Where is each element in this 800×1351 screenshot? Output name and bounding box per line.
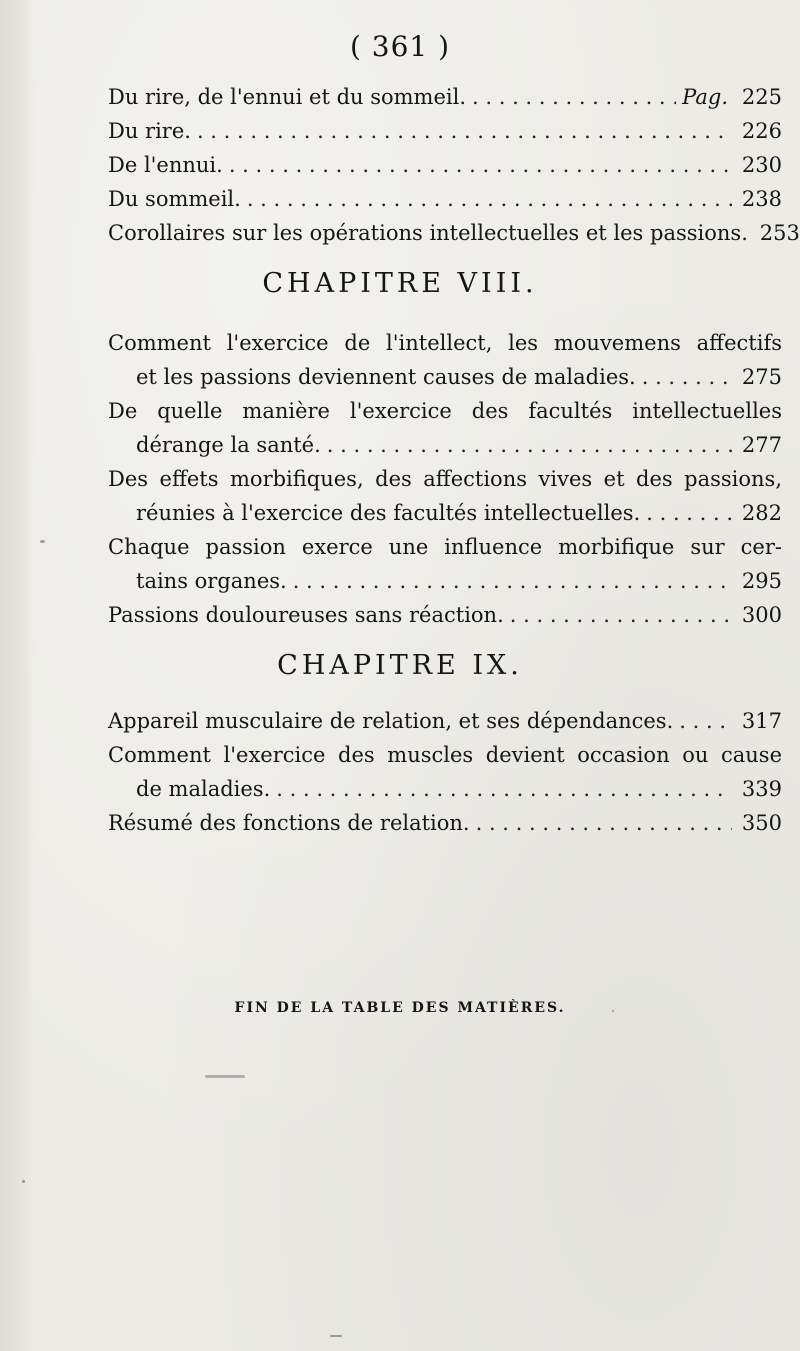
toc-entry-rire — [108, 114, 782, 148]
paper-speck — [330, 1335, 342, 1337]
dot-leader — [327, 428, 732, 462]
toc-entry-line: Chaque passion exerce une influence morbifique sur cer- — [108, 535, 782, 559]
toc-entry-title: Du rire. — [108, 119, 191, 143]
dot-leader — [472, 80, 676, 114]
toc-entry-page: 277 — [741, 433, 782, 457]
paper-speck — [205, 1075, 245, 1078]
pag-label: Pag. — [682, 85, 728, 109]
toc-entry-derange-la-sante — [136, 428, 782, 462]
dot-leader — [197, 114, 732, 148]
toc-entry-de-maladies — [136, 772, 782, 806]
toc-entry-title: Du sommeil. — [108, 187, 241, 211]
paper-speck — [612, 1010, 614, 1012]
page-number: ( 361 ) — [349, 30, 451, 63]
toc-entry-corollaires — [108, 216, 800, 250]
toc-entry-line: Des effets morbifiques, des affections vives et des passions, — [108, 467, 782, 491]
toc-entry-reunies — [136, 496, 782, 530]
toc-entry-page: 238 — [741, 187, 782, 211]
chapter-heading-viii: CHAPITRE VIII. — [262, 268, 538, 299]
toc-entry-causes-de-maladies — [136, 360, 782, 394]
toc-entry-page: 295 — [741, 569, 782, 593]
dot-leader — [247, 182, 732, 216]
chapter-heading-ix: CHAPITRE IX. — [277, 650, 523, 681]
dot-leader — [229, 148, 732, 182]
toc-entry-resume — [108, 806, 782, 840]
toc-entry-page: 230 — [741, 153, 782, 177]
toc-entry-title: Passions douloureuses sans réaction. — [108, 603, 504, 627]
dot-leader — [679, 704, 732, 738]
end-of-table-caption: FIN DE LA TABLE DES MATIÈRES. — [234, 1000, 566, 1016]
toc-entry-title: réunies à l'exercice des facultés intellectuelles. — [136, 501, 641, 525]
dot-leader — [293, 564, 732, 598]
toc-entry-title: Résumé des fonctions de relation. — [108, 811, 470, 835]
dot-leader — [510, 598, 732, 632]
toc-entry-title: dérange la santé. — [136, 433, 321, 457]
toc-entry-rire-ennui-sommeil — [108, 80, 782, 114]
dot-leader — [642, 360, 732, 394]
toc-entry-title: et les passions deviennent causes de maladies. — [136, 365, 636, 389]
toc-entry-page: 300 — [741, 603, 782, 627]
paper-speck — [40, 540, 45, 543]
dot-leader — [646, 496, 732, 530]
toc-entry-page: 339 — [741, 777, 782, 801]
toc-entry-passions-douloureuses — [108, 598, 782, 632]
toc-entry-title: de maladies. — [136, 777, 271, 801]
toc-entry-title: Appareil musculaire de relation, et ses dépendances. — [108, 709, 674, 733]
toc-entry-page: 350 — [741, 811, 782, 835]
toc-entry-title: De l'ennui. — [108, 153, 223, 177]
dot-leader — [476, 806, 732, 840]
toc-entry-appareil-musculaire — [108, 704, 782, 738]
toc-entry-title: Du rire, de l'ennui et du sommeil. — [108, 85, 467, 109]
toc-entry-sommeil — [108, 182, 782, 216]
toc-entry-title: tains organes. — [136, 569, 287, 593]
dot-leader — [276, 772, 732, 806]
toc-entry-ennui — [108, 148, 782, 182]
toc-entry-line: Comment l'exercice des muscles devient occasion ou cause — [108, 743, 782, 767]
toc-entry-page: 282 — [741, 501, 782, 525]
toc-entry-page: 226 — [741, 119, 782, 143]
toc-entry-page: 317 — [741, 709, 782, 733]
toc-entry-page: 225 — [741, 85, 782, 109]
toc-entry-line: Comment l'exercice de l'intellect, les mouvemens affectifs — [108, 331, 782, 355]
toc-entry-line: De quelle manière l'exercice des facultés intellectuelles — [108, 399, 782, 423]
toc-entry-certains-organes — [136, 564, 782, 598]
toc-entry-page: 275 — [741, 365, 782, 389]
toc-entry-page: 253 — [759, 221, 800, 245]
toc-entry-title: Corollaires sur les opérations intellectuelles et les passions. — [108, 221, 748, 245]
paper-speck — [22, 1180, 25, 1183]
